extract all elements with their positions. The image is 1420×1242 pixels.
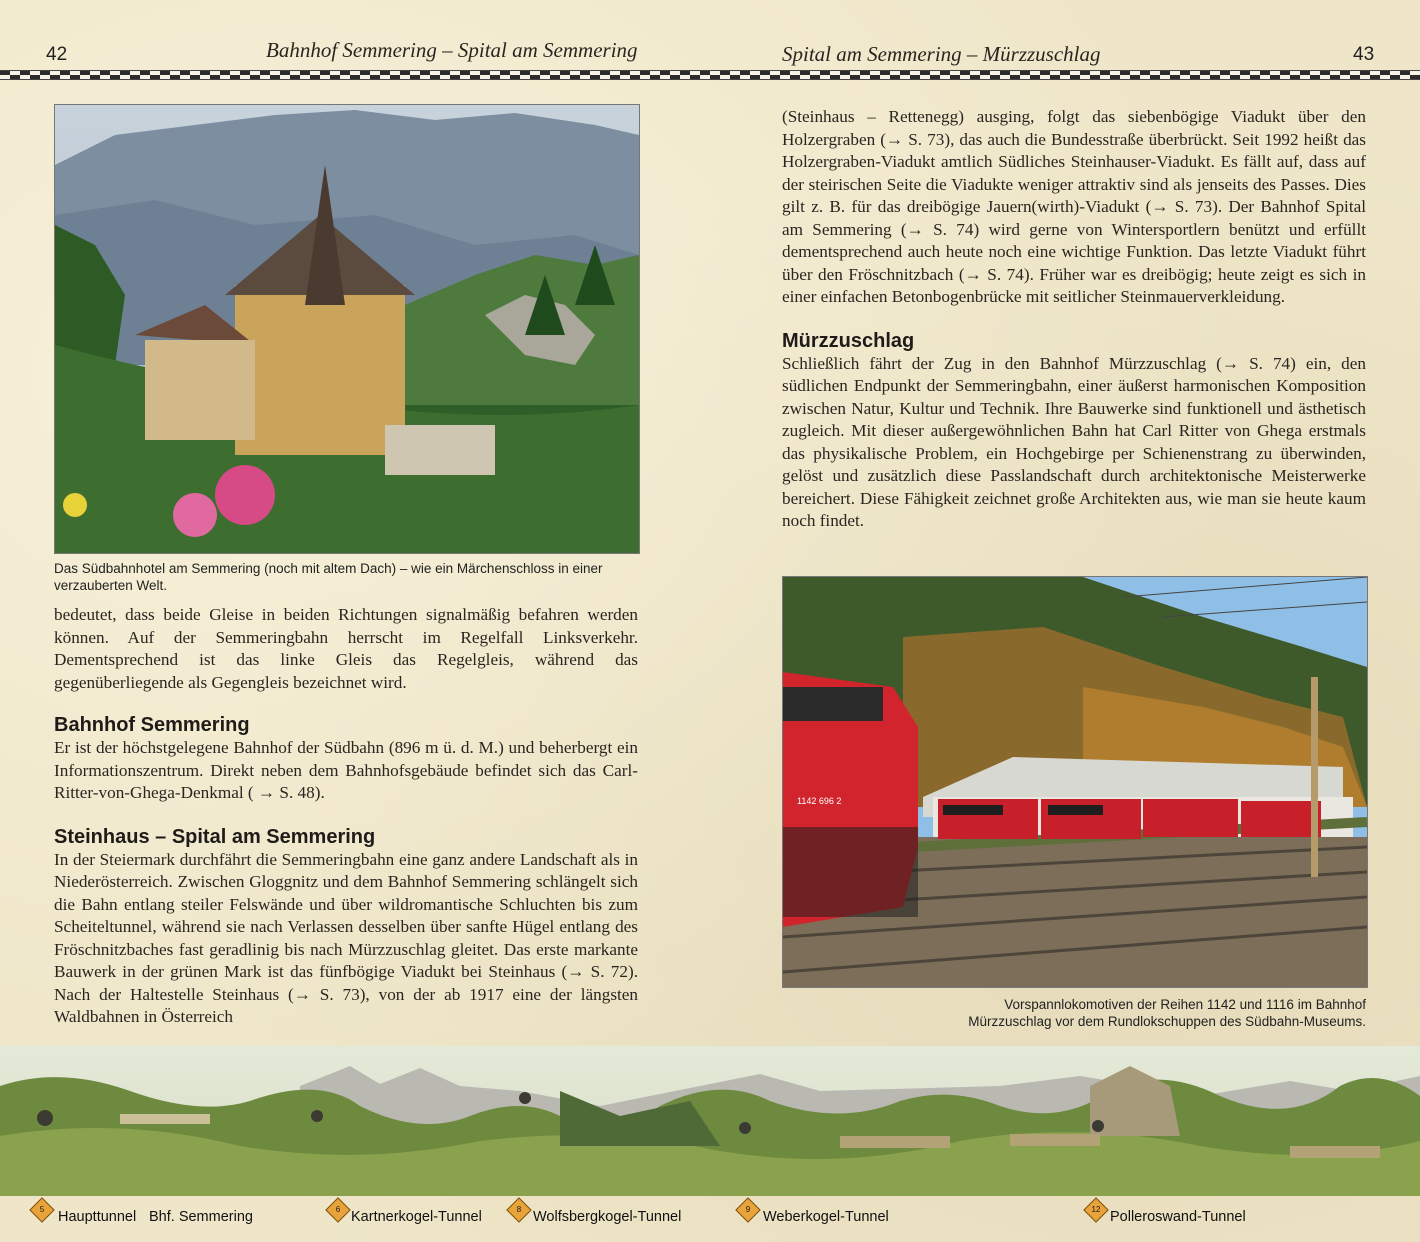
panorama-labels <box>0 1196 1420 1242</box>
semmering-panorama <box>0 1046 1420 1196</box>
steinhaus-spital-paragraph: In der Steiermark durchfährt die Semmeringbahn eine ganz andere Landschaft als in Niederösterreich. Zwischen Gloggnitz und dem Bahnhof Semmering schlängelt sich die Bahn entlang steiler Felswände und über wildromantische Schluchten bis zum Scheiteltunnel, während sie nach Verlassen desselben über sanfte Hügel entlang des Fröschnitzbaches fast geradlinig bis nach Mürzzuschlag gleitet. Das erste markante Bauwerk in der grünen Mark ist das fünfbögige Viadukt bei Steinhaus (→ S. 72). Nach der Haltestelle Steinhaus (→ S. 73), von der ab 1917 eine der längsten Waldbahnen in Österreich <box>54 849 638 1026</box>
locomotive-number-plate: 1142 696 2 <box>797 796 842 806</box>
marker-12: 12 <box>1083 1197 1108 1222</box>
locomotives-photo-caption <box>782 996 1366 1030</box>
right-column <box>782 106 1366 533</box>
left-page-number: 42 <box>46 44 68 65</box>
suedbahnhotel-illustration <box>55 105 639 553</box>
marker-8: 8 <box>506 1197 531 1222</box>
label-haupttunnel: Haupttunnel <box>58 1209 137 1225</box>
heading-steinhaus-spital: Steinhaus – Spital am Semmering <box>54 825 376 848</box>
right-intro-paragraph: (Steinhaus – Rettenegg) ausging, folgt das siebenbögige Viadukt über den Holzergraben (→ S. 73), das auch die Bundesstraße überbrückt. Seit 1992 heißt das Holzergraben-Viadukt amtlich Südliches Steinhauser-Viadukt. Es fällt auf, dass auf der steirischen Seite die Viadukte weniger attraktiv sind als jenseits des Passes. Dies gilt z. B. für das dreibögige Jauern(wirth)-Viadukt (→ S. 73). Der Bahnhof Spital am Semmering (→ S. 74) wird gerne von Wintersportlern benützt und erfüllt dementsprechend auch heute noch eine wichtige Funktion. Das letzte Viadukt führt über den Fröschnitzbach (→ S. 74). Früher war es dreibögig; heute zeigt es sich in einer einfachen Betonbogenbrücke mit seitlicher Steinmauerverkleidung. <box>782 107 1366 306</box>
suedbahnhotel-photo <box>54 104 640 554</box>
bahnhof-semmering-paragraph: Er ist der höchstgelegene Bahnhof der Südbahn (896 m ü. d. M.) und beherbergt ein Informationszentrum. Direkt neben dem Bahnhofsgebäude befindet sich das Carl-Ritter-von-Ghega-Denkmal ( → S. 48). <box>54 738 638 802</box>
label-bhf-semmering: Bhf. Semmering <box>149 1209 253 1225</box>
header-checkered-rule <box>0 70 1420 80</box>
left-column <box>54 604 638 1029</box>
label-wolfsbergkogel-tunnel: Wolfsbergkogel-Tunnel <box>533 1209 682 1225</box>
heading-muerzzuschlag: Mürzzuschlag <box>782 329 915 352</box>
muerzzuschlag-paragraph: Schließlich fährt der Zug in den Bahnhof Mürzzuschlag (→ S. 74) ein, den südlichen Endpunkt der Semmeringbahn, einer äußerst harmonischen Komposition zwischen Natur, Kultur und Technik. Ihre Bauwerke sind funktionell und ästhetisch zugleich. Mit dieser außergewöhnlichen Bahn hat Carl Ritter von Ghega erstmals das physikalische Problem, ein Hochgebirge per Schienenstrang zu überwinden, gelöst und zusätzlich diese Passlandschaft durch architektonische Meisterwerke bereichert. Diese Fähigkeit zeichnet große Architekten aus, wie man sie heute kaum noch findet. <box>782 353 1366 530</box>
label-polleroswand-tunnel: Polleroswand-Tunnel <box>1110 1209 1246 1225</box>
caption-line-2: Mürzzuschlag vor dem Rundlokschuppen des Südbahn-Museums. <box>968 1014 1366 1029</box>
locomotives-illustration <box>783 577 1367 987</box>
caption-line-1: Vorspannlokomotiven der Reihen 1142 und 1116 im Bahnhof <box>1004 997 1366 1012</box>
hotel-photo-caption: Das Südbahnhotel am Semmering (noch mit altem Dach) – wie ein Märchenschloss in einer verzauberten Welt. <box>54 561 603 593</box>
heading-bahnhof-semmering: Bahnhof Semmering <box>54 714 250 736</box>
left-running-head: Bahnhof Semmering – Spital am Semmering <box>266 38 638 62</box>
marker-5: 5 <box>29 1197 54 1222</box>
right-page-number: 43 <box>1353 44 1375 65</box>
marker-9: 9 <box>735 1197 760 1222</box>
label-weberkogel-tunnel: Weberkogel-Tunnel <box>763 1209 889 1225</box>
right-running-head: Spital am Semmering – Mürzzuschlag <box>782 42 1101 66</box>
label-kartnerkogel-tunnel: Kartnerkogel-Tunnel <box>351 1209 482 1225</box>
panorama-illustration <box>0 1046 1420 1196</box>
locomotives-photo <box>782 576 1368 988</box>
marker-6: 6 <box>325 1197 350 1222</box>
left-intro-paragraph: bedeutet, dass beide Gleise in beiden Richtungen signalmäßig befahren werden können. Auf der Semmeringbahn herrscht im Regelfall Linksverkehr. Dementsprechend ist das linke Gleis das Regelgleis, während das gegenüberliegende als Gegengleis bezeichnet wird. <box>54 605 638 692</box>
